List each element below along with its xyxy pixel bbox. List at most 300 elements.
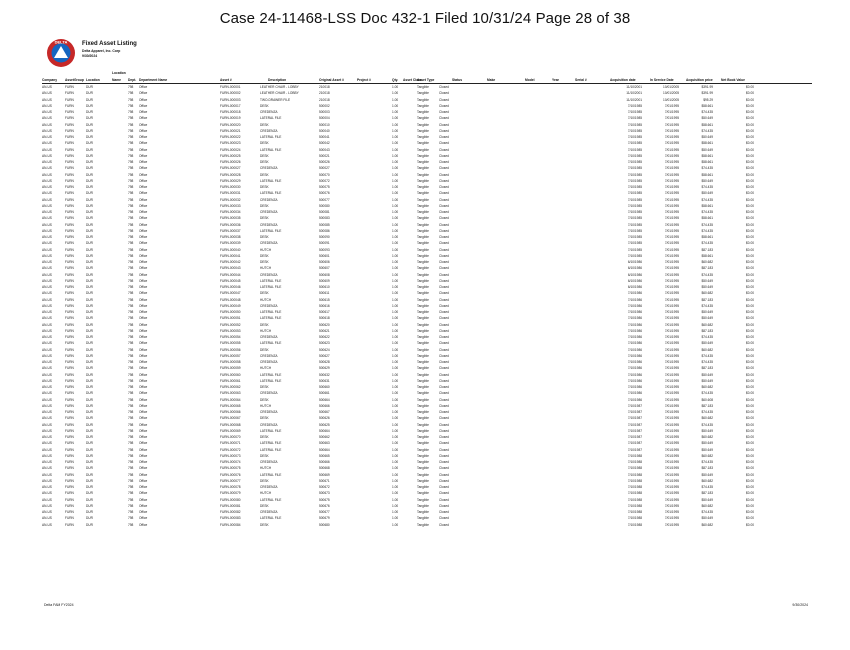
cell-asset: FURN-000077 [220, 478, 241, 483]
cell-desc: CREDENZA [260, 485, 278, 489]
cell-atype: Tangible [417, 85, 429, 89]
cell-orig: 500617 [319, 310, 330, 314]
cell-nbv: $0.00 [746, 453, 754, 458]
cell-qty: 1.00 [392, 385, 399, 389]
cell-acq: 7/10/1988 [627, 485, 642, 489]
cell-status: Closed [439, 166, 449, 171]
cell-company: AN-US [42, 272, 52, 277]
cell-svc: 7/01/1995 [664, 385, 679, 389]
cell-dname: Office [139, 341, 148, 346]
cell-acq: 7/10/1986 [627, 335, 642, 339]
cell-qty: 1.00 [392, 372, 399, 377]
cell-svc: 7/01/1995 [664, 228, 679, 233]
cell-company: AN-US [42, 222, 52, 227]
cell-company: AN-US [42, 160, 52, 164]
cell-svc: 7/01/1995 [664, 466, 679, 471]
cell-atype: Tangible [417, 116, 429, 121]
cell-price: $60.682 [701, 416, 713, 421]
cell-dname: Office [139, 385, 148, 389]
cell-status: Closed [439, 341, 449, 346]
cell-loc: DUR [86, 447, 93, 452]
cell-orig: 500081 [319, 210, 330, 214]
cell-qty: 1.00 [392, 303, 399, 308]
cell-asset: FURN-000031 [220, 191, 241, 196]
cell-qty: 1.00 [392, 466, 399, 471]
cell-svc: 7/01/1995 [664, 372, 679, 377]
cell-asset: FURN-000073 [220, 453, 241, 458]
cell-asset: FURN-000054 [220, 335, 241, 339]
cell-nbv: $0.00 [746, 497, 754, 502]
cell-svc: 7/01/1995 [664, 141, 679, 146]
cell-qty: 1.00 [392, 228, 399, 233]
cell-group: FURN [65, 241, 74, 246]
cell-price: $60.682 [701, 322, 713, 327]
cell-status: Closed [439, 191, 449, 196]
cell-nbv: $0.00 [746, 447, 754, 452]
cell-group: FURN [65, 485, 74, 489]
cell-price: $74.435 [701, 222, 713, 227]
cell-orig: 210018 [319, 91, 330, 96]
cell-dept: 798 [128, 422, 134, 427]
cell-nbv: $0.00 [746, 303, 754, 308]
cell-qty: 1.00 [392, 322, 399, 327]
cell-dname: Office [139, 228, 148, 233]
cell-dname: Office [139, 85, 148, 89]
cell-dept: 798 [128, 253, 134, 258]
cell-dname: Office [139, 172, 148, 177]
cell-desc: CREDENZA [260, 353, 278, 358]
cell-orig: 500609 [319, 278, 330, 283]
cell-orig: 500608 [319, 272, 330, 277]
cell-svc: 7/01/1995 [664, 428, 679, 433]
cell-atype: Tangible [417, 366, 429, 371]
cell-orig: 500010 [319, 122, 330, 127]
cell-company: AN-US [42, 203, 52, 208]
cell-acq: 7/10/1986 [627, 360, 642, 364]
cell-dname: Office [139, 97, 148, 102]
cell-dname: Office [139, 141, 148, 146]
cell-price: $87.183 [701, 247, 713, 252]
cell-svc: 7/01/1995 [664, 503, 679, 508]
cell-loc: DUR [86, 260, 93, 264]
cell-status: Closed [439, 435, 449, 439]
cell-dname: Office [139, 160, 148, 164]
cell-desc: HUTCH [260, 328, 272, 333]
cell-asset: FURN-000018 [220, 110, 241, 114]
cell-acq: 7/10/1985 [627, 103, 642, 108]
cell-loc: DUR [86, 97, 93, 102]
cell-qty: 1.00 [392, 185, 399, 189]
cell-dept: 798 [128, 503, 134, 508]
cell-group: FURN [65, 478, 74, 483]
cell-desc: LATERAL FILE [260, 228, 282, 233]
cell-status: Closed [439, 416, 449, 421]
cell-group: FURN [65, 297, 74, 302]
cell-acq: 6/10/1986 [627, 285, 642, 289]
cell-dept: 798 [128, 510, 134, 514]
cell-dname: Office [139, 503, 148, 508]
cell-asset: FURN-000001 [220, 85, 241, 89]
cell-svc: 7/01/1995 [664, 510, 679, 514]
cell-dept: 798 [128, 135, 134, 139]
cell-acq: 7/10/1986 [627, 297, 642, 302]
cell-acq: 7/10/1988 [627, 491, 642, 496]
cell-desc: TWO-DRAWER FILE [260, 97, 291, 102]
cell-group: FURN [65, 372, 74, 377]
cell-desc: CREDENZA [260, 222, 278, 227]
cell-company: AN-US [42, 491, 52, 496]
report-date: 9/30/2024 [82, 54, 98, 58]
cell-status: Closed [439, 91, 449, 96]
cell-company: AN-US [42, 335, 52, 339]
cell-orig: 500618 [319, 316, 330, 321]
cell-atype: Tangible [417, 403, 429, 408]
cell-dept: 798 [128, 428, 134, 433]
cell-loc: DUR [86, 135, 93, 139]
cell-dept: 798 [128, 397, 134, 402]
cell-company: AN-US [42, 497, 52, 502]
cell-dname: Office [139, 485, 148, 489]
cell-price: $50.649 [701, 497, 713, 502]
cell-dname: Office [139, 297, 148, 302]
cell-dept: 798 [128, 410, 134, 414]
cell-loc: DUR [86, 166, 93, 171]
cell-dept: 798 [128, 316, 134, 321]
cell-nbv: $0.00 [746, 310, 754, 314]
cell-asset: FURN-000041 [220, 253, 241, 258]
cell-status: Closed [439, 460, 449, 464]
cell-dname: Office [139, 316, 148, 321]
cell-atype: Tangible [417, 328, 429, 333]
cell-asset: FURN-000039 [220, 241, 241, 246]
cell-desc: LATERAL FILE [260, 116, 282, 121]
cell-dept: 798 [128, 85, 134, 89]
col-year: Year [552, 77, 559, 82]
cell-svc: 7/01/1995 [664, 191, 679, 196]
cell-status: Closed [439, 428, 449, 433]
col-acquisition-date: Acquisition date [610, 77, 636, 82]
cell-status: Closed [439, 441, 449, 446]
cell-svc: 7/01/1995 [664, 497, 679, 502]
cell-dname: Office [139, 472, 148, 477]
cell-acq: 11/10/2001 [626, 85, 642, 89]
cell-acq: 7/10/1987 [627, 441, 642, 446]
cell-orig: 500002 [319, 103, 330, 108]
cell-price: $60.682 [701, 260, 713, 264]
cell-desc: LATERAL FILE [260, 447, 282, 452]
cell-company: AN-US [42, 403, 52, 408]
cell-loc: DUR [86, 278, 93, 283]
cell-dname: Office [139, 285, 148, 289]
cell-atype: Tangible [417, 410, 429, 414]
cell-status: Closed [439, 510, 449, 514]
cell-desc: LATERAL FILE [260, 497, 282, 502]
cell-qty: 1.00 [392, 410, 399, 414]
cell-status: Closed [439, 85, 449, 89]
cell-dept: 798 [128, 197, 134, 202]
cell-asset: FURN-000056 [220, 347, 241, 352]
cell-status: Closed [439, 491, 449, 496]
cell-svc: 7/01/1995 [664, 147, 679, 152]
cell-nbv: $0.00 [746, 391, 754, 396]
cell-qty: 1.00 [392, 491, 399, 496]
cell-desc: LATERAL FILE [260, 341, 282, 346]
cell-company: AN-US [42, 328, 52, 333]
cell-svc: 7/01/1995 [664, 485, 679, 489]
cell-acq: 7/10/1985 [627, 135, 642, 139]
cell-svc: 7/01/1995 [664, 160, 679, 164]
cell-asset: FURN-000063 [220, 391, 241, 396]
cell-svc: 7/01/1995 [664, 135, 679, 139]
cell-orig: 500669 [319, 472, 330, 477]
cell-svc: 10/01/2005 [663, 91, 679, 96]
cell-asset: FURN-000081 [220, 503, 241, 508]
asset-table [42, 72, 812, 528]
cell-status: Closed [439, 241, 449, 246]
cell-desc: CREDENZA [260, 510, 278, 514]
cell-atype: Tangible [417, 503, 429, 508]
cell-atype: Tangible [417, 516, 429, 521]
cell-loc: DUR [86, 485, 93, 489]
cell-status: Closed [439, 391, 449, 396]
cell-svc: 7/01/1995 [664, 185, 679, 189]
cell-status: Closed [439, 410, 449, 414]
cell-atype: Tangible [417, 303, 429, 308]
cell-dept: 798 [128, 460, 134, 464]
cell-dname: Office [139, 122, 148, 127]
cell-status: Closed [439, 141, 449, 146]
cell-dname: Office [139, 522, 148, 527]
cell-desc: DESK [260, 203, 269, 208]
col-department-name: Department Name [139, 77, 168, 82]
cell-desc: LATERAL FILE [260, 278, 282, 283]
cell-qty: 1.00 [392, 416, 399, 421]
cell-orig: 500664 [319, 428, 330, 433]
cell-qty: 1.00 [392, 378, 399, 383]
cell-loc: DUR [86, 335, 93, 339]
cell-acq: 7/10/1987 [627, 447, 642, 452]
cell-desc: HUTCH [260, 403, 272, 408]
cell-nbv: $0.00 [746, 103, 754, 108]
cell-qty: 1.00 [392, 110, 399, 114]
cell-orig: 500003 [319, 110, 330, 114]
footer-right: 9/30/2024 [792, 603, 808, 607]
cell-acq: 7/10/1988 [627, 460, 642, 464]
cell-dept: 798 [128, 403, 134, 408]
cell-dept: 798 [128, 147, 134, 152]
cell-dname: Office [139, 410, 148, 414]
cell-acq: 7/10/1985 [627, 153, 642, 158]
cell-group: FURN [65, 103, 74, 108]
cell-group: FURN [65, 353, 74, 358]
cell-acq: 7/10/1985 [627, 141, 642, 146]
cell-nbv: $0.00 [746, 341, 754, 346]
cell-acq: 6/10/1986 [627, 266, 642, 271]
cell-orig: 500666 [319, 403, 330, 408]
cell-nbv: $0.00 [746, 247, 754, 252]
cell-qty: 1.00 [392, 85, 399, 89]
cell-company: AN-US [42, 253, 52, 258]
cell-orig: 500662 [319, 435, 330, 439]
cell-status: Closed [439, 197, 449, 202]
cell-dname: Office [139, 497, 148, 502]
cell-qty: 1.00 [392, 428, 399, 433]
cell-orig: 500623 [319, 341, 330, 346]
col-location: Location [86, 77, 100, 82]
cell-status: Closed [439, 516, 449, 521]
cell-orig: 500632 [319, 372, 330, 377]
cell-group: FURN [65, 310, 74, 314]
cell-dept: 798 [128, 303, 134, 308]
cell-orig: 500070 [319, 172, 330, 177]
cell-nbv: $0.00 [746, 160, 754, 164]
cell-atype: Tangible [417, 378, 429, 383]
cell-loc: DUR [86, 85, 93, 89]
cell-loc: DUR [86, 322, 93, 327]
cell-nbv: $0.00 [746, 210, 754, 214]
cell-dname: Office [139, 322, 148, 327]
cell-svc: 7/01/1995 [664, 491, 679, 496]
cell-desc: LATERAL FILE [260, 441, 282, 446]
cell-loc: DUR [86, 91, 93, 96]
cell-price: $74.435 [701, 335, 713, 339]
cell-dept: 798 [128, 497, 134, 502]
cell-orig: 500672 [319, 485, 330, 489]
cell-price: $60.682 [701, 347, 713, 352]
cell-desc: CREDENZA [260, 410, 278, 414]
cell-atype: Tangible [417, 160, 429, 164]
cell-qty: 1.00 [392, 278, 399, 283]
cell-price: $50.649 [701, 178, 713, 183]
cell-nbv: $0.00 [746, 272, 754, 277]
cell-price: $87.183 [701, 466, 713, 471]
cell-acq: 7/10/1985 [627, 197, 642, 202]
cell-loc: DUR [86, 428, 93, 433]
cell-status: Closed [439, 266, 449, 271]
cell-asset: FURN-000065 [220, 403, 241, 408]
cell-nbv: $0.00 [746, 372, 754, 377]
cell-nbv: $0.00 [746, 428, 754, 433]
cell-qty: 1.00 [392, 503, 399, 508]
cell-acq: 7/10/1987 [627, 435, 642, 439]
cell-dept: 798 [128, 297, 134, 302]
cell-qty: 1.00 [392, 360, 399, 364]
cell-orig: 210018 [319, 97, 330, 102]
cell-atype: Tangible [417, 466, 429, 471]
cell-loc: DUR [86, 253, 93, 258]
cell-atype: Tangible [417, 460, 429, 464]
cell-company: AN-US [42, 410, 52, 414]
cell-acq: 11/10/2001 [626, 91, 642, 96]
cell-asset: FURN-000070 [220, 435, 241, 439]
cell-group: FURN [65, 166, 74, 171]
cell-dept: 798 [128, 122, 134, 127]
cell-asset: FURN-000040 [220, 247, 241, 252]
col-asset-class: Asset Class [403, 77, 422, 82]
cell-status: Closed [439, 210, 449, 214]
cell-asset: FURN-000002 [220, 91, 241, 96]
cell-price: $50.649 [701, 278, 713, 283]
cell-nbv: $0.00 [746, 216, 754, 221]
cell-orig: 500665 [319, 453, 330, 458]
cell-price: $58.661 [701, 253, 713, 258]
cell-qty: 1.00 [392, 203, 399, 208]
cell-qty: 1.00 [392, 460, 399, 464]
cell-acq: 7/10/1986 [627, 391, 642, 396]
cell-qty: 1.00 [392, 285, 399, 289]
cell-desc: LATERAL FILE [260, 516, 282, 521]
cell-qty: 1.00 [392, 366, 399, 371]
cell-group: FURN [65, 216, 74, 221]
col-project: Project # [357, 77, 371, 82]
cell-company: AN-US [42, 372, 52, 377]
cell-dept: 798 [128, 247, 134, 252]
cell-nbv: $0.00 [746, 166, 754, 171]
cell-svc: 7/01/1995 [664, 366, 679, 371]
cell-asset: FURN-000062 [220, 385, 241, 389]
cell-loc: DUR [86, 453, 93, 458]
cell-status: Closed [439, 378, 449, 383]
cell-dept: 798 [128, 466, 134, 471]
cell-atype: Tangible [417, 191, 429, 196]
cell-desc: DESK [260, 172, 269, 177]
cell-desc: CREDENZA [260, 128, 278, 133]
cell-group: FURN [65, 510, 74, 514]
cell-company: AN-US [42, 453, 52, 458]
cell-qty: 1.00 [392, 153, 399, 158]
cell-acq: 7/10/1985 [627, 122, 642, 127]
cell-price: $50.649 [701, 378, 713, 383]
cell-desc: CREDENZA [260, 335, 278, 339]
cell-desc: DESK [260, 322, 269, 327]
cell-nbv: $0.00 [746, 178, 754, 183]
cell-acq: 7/10/1987 [627, 410, 642, 414]
cell-qty: 1.00 [392, 247, 399, 252]
cell-company: AN-US [42, 197, 52, 202]
cell-loc: DUR [86, 510, 93, 514]
cell-asset: FURN-000072 [220, 447, 241, 452]
cell-qty: 1.00 [392, 510, 399, 514]
cell-status: Closed [439, 322, 449, 327]
cell-atype: Tangible [417, 128, 429, 133]
cell-price: $50.649 [701, 516, 713, 521]
cell-company: AN-US [42, 122, 52, 127]
cell-price: $74.435 [701, 510, 713, 514]
cell-qty: 1.00 [392, 91, 399, 96]
cell-nbv: $0.00 [746, 460, 754, 464]
cell-atype: Tangible [417, 285, 429, 289]
cell-status: Closed [439, 397, 449, 402]
cell-loc: DUR [86, 153, 93, 158]
cell-status: Closed [439, 172, 449, 177]
cell-status: Closed [439, 216, 449, 221]
cell-desc: CREDENZA [260, 460, 278, 464]
cell-orig: 500077 [319, 197, 330, 202]
cell-dname: Office [139, 478, 148, 483]
cell-group: FURN [65, 516, 74, 521]
cell-qty: 1.00 [392, 297, 399, 302]
cell-loc: DUR [86, 285, 93, 289]
cell-qty: 1.00 [392, 522, 399, 527]
cell-atype: Tangible [417, 210, 429, 214]
cell-atype: Tangible [417, 197, 429, 202]
cell-atype: Tangible [417, 360, 429, 364]
cell-nbv: $0.00 [746, 347, 754, 352]
cell-nbv: $0.00 [746, 266, 754, 271]
cell-acq: 7/10/1985 [627, 216, 642, 221]
cell-price: $391.99 [701, 85, 713, 89]
logo-text: DELTA [54, 39, 68, 45]
